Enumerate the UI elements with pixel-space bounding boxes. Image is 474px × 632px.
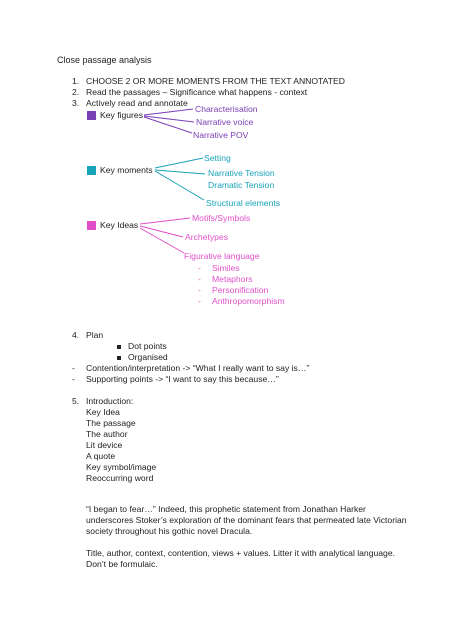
dash-marker: - <box>198 263 201 273</box>
key-moments-item: Dramatic Tension <box>208 180 275 190</box>
step-text: CHOOSE 2 OR MORE MOMENTS FROM THE TEXT ANNOTATED <box>86 76 345 86</box>
example-line: “I began to fear…” Indeed, this prophetic statement from Jonathan Harker <box>86 504 366 514</box>
key-moments-item: Setting <box>204 153 231 163</box>
key-ideas-label: Key Ideas <box>100 220 139 230</box>
step-number: 5. <box>72 396 80 406</box>
dash-marker: - <box>72 374 75 384</box>
key-figures-item: Narrative voice <box>196 117 254 127</box>
key-moments-label: Key moments <box>100 165 153 175</box>
key-ideas-item: Archetypes <box>185 232 228 242</box>
teal-square-icon <box>87 166 96 175</box>
plan-bullet-item: Dot points <box>128 341 167 351</box>
introduction-item: The passage <box>86 418 136 428</box>
connector-line <box>140 218 190 224</box>
plan-bullet-item: Organised <box>128 352 168 362</box>
example-line: underscores Stoker’s exploration of the dominant fears that permeated late Victorian <box>86 515 407 525</box>
key-ideas-item: Motifs/Symbols <box>192 213 251 223</box>
figurative-sub-item: Personification <box>212 285 269 295</box>
introduction-label: Introduction: <box>86 396 134 406</box>
step-text: Actively read and annotate <box>86 98 188 108</box>
step-number: 3. <box>72 98 80 108</box>
connector-line <box>144 117 192 133</box>
plan-label: Plan <box>86 330 104 340</box>
introduction-item: A quote <box>86 451 116 461</box>
dash-marker: - <box>72 363 75 373</box>
step-number: 1. <box>72 76 80 86</box>
page-title: Close passage analysis <box>57 55 152 65</box>
advice-line: Don’t be formulaic. <box>86 559 158 569</box>
example-line: society throughout his gothic novel Dracula. <box>86 526 253 536</box>
dash-marker: - <box>198 274 201 284</box>
key-figures-item: Narrative POV <box>193 130 249 140</box>
square-bullet-icon <box>117 356 121 360</box>
introduction-item: Key Idea <box>86 407 120 417</box>
purple-square-icon <box>87 111 96 120</box>
connector-line <box>144 109 193 115</box>
introduction-item: Lit device <box>86 440 123 450</box>
step-number: 4. <box>72 330 80 340</box>
connector-line <box>155 170 205 174</box>
dash-marker: - <box>198 296 201 306</box>
figurative-sub-item: Metaphors <box>212 274 253 284</box>
introduction-item: Key symbol/image <box>86 462 157 472</box>
connector-line <box>155 158 203 168</box>
connector-line <box>155 171 204 200</box>
key-figures-item: Characterisation <box>195 104 258 114</box>
square-bullet-icon <box>117 345 121 349</box>
plan-dash-item: Supporting points -> “I want to say this because…” <box>86 374 279 384</box>
key-figures-label: Key figures <box>100 110 143 120</box>
plan-dash-item: Contention/interpretation -> “What I really want to say is…” <box>86 363 310 373</box>
introduction-item: Reoccurring word <box>86 473 154 483</box>
pink-square-icon <box>87 221 96 230</box>
advice-line: Title, author, context, contention, views + values. Litter it with analytical language. <box>86 548 395 558</box>
introduction-item: The author <box>86 429 128 439</box>
figurative-sub-item: Anthropomorphism <box>212 296 285 306</box>
key-moments-item: Structural elements <box>206 198 281 208</box>
step-number: 2. <box>72 87 80 97</box>
key-moments-item: Narrative Tension <box>208 168 275 178</box>
step-text: Read the passages – Significance what happens - context <box>86 87 308 97</box>
key-ideas-item: Figurative language <box>184 251 260 261</box>
figurative-sub-item: Similes <box>212 263 240 273</box>
dash-marker: - <box>198 285 201 295</box>
